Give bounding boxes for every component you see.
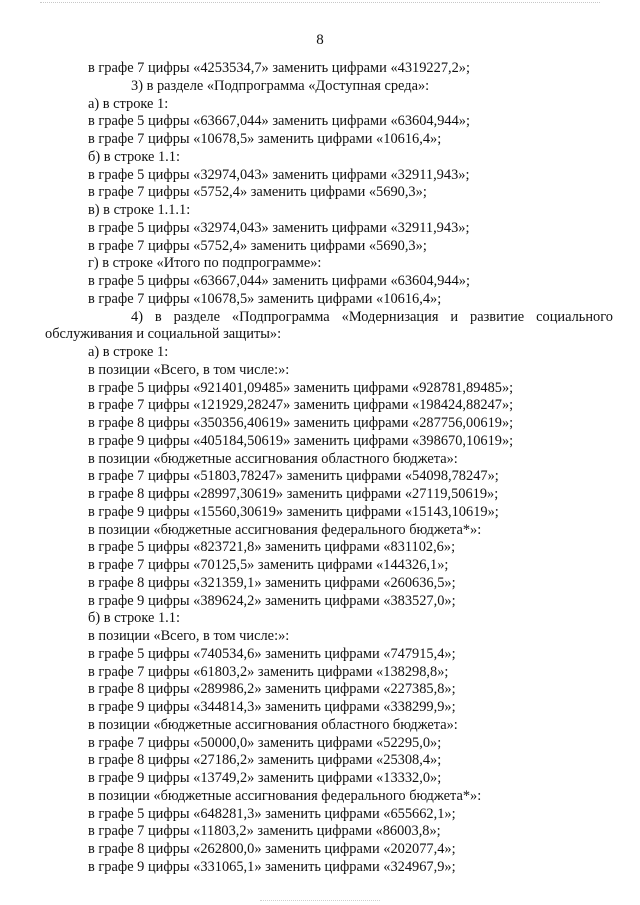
text-line: в графе 5 цифры «32974,043» заменить цифрами «32911,943»;: [88, 166, 470, 183]
text-line: в позиции «Всего, в том числе:»:: [88, 361, 290, 378]
document-body: [45, 60, 613, 877]
text-line: в графе 7 цифры «70125,5» заменить цифрами «144326,1»;: [88, 557, 449, 573]
text-line: в графе 5 цифры «63667,044» заменить цифрами «63604,944»;: [88, 273, 470, 289]
text-line: г) в строке «Итого по подпрограмме»:: [88, 255, 322, 272]
text-line: в графе 5 цифры «63667,044» заменить цифрами «63604,944»;: [88, 113, 470, 130]
text-line: в графе 5 цифры «648281,3» заменить цифрами «655662,1»;: [88, 805, 456, 822]
page-number: 8: [316, 32, 324, 48]
text-line: в графе 5 цифры «921401,09485» заменить цифрами «928781,89485»;: [88, 379, 514, 396]
text-line: в графе 8 цифры «27186,2» заменить цифрами «25308,4»;: [88, 752, 442, 769]
text-line: в графе 8 цифры «350356,40619» заменить цифрами «287756,00619»;: [88, 415, 514, 431]
text-line: в позиции «бюджетные ассигнования федерального бюджета*»:: [88, 787, 482, 804]
scan-edge-mark: [40, 2, 600, 4]
text-line: а) в строке 1:: [88, 95, 169, 112]
text-line: в позиции «бюджетные ассигнования областного бюджета»:: [88, 450, 458, 467]
text-line: в графе 7 цифры «121929,28247» заменить цифрами «198424,88247»;: [88, 397, 514, 414]
text-line: в графе 7 цифры «50000,0» заменить цифрами «52295,0»;: [88, 734, 442, 751]
text-line: в графе 9 цифры «405184,50619» заменить цифрами «398670,10619»;: [88, 432, 514, 449]
text-line: в) в строке 1.1.1:: [88, 202, 191, 218]
text-line: в графе 8 цифры «289986,2» заменить цифрами «227385,8»;: [88, 681, 456, 698]
text-line: в графе 5 цифры «823721,8» заменить цифрами «831102,6»;: [88, 539, 456, 556]
text-line: 3) в разделе «Подпрограмма «Доступная среда»:: [131, 77, 430, 94]
text-line: а) в строке 1:: [88, 344, 169, 360]
text-line: в графе 9 цифры «331065,1» заменить цифрами «324967,9»;: [88, 858, 456, 875]
text-line: б) в строке 1.1:: [88, 610, 180, 627]
text-line: в позиции «бюджетные ассигнования федерального бюджета*»:: [88, 521, 482, 538]
text-line: в графе 5 цифры «32974,043» заменить цифрами «32911,943»;: [88, 219, 470, 236]
text-line: в графе 8 цифры «321359,1» заменить цифрами «260636,5»;: [88, 574, 456, 591]
text-line: в графе 7 цифры «5752,4» заменить цифрами «5690,3»;: [88, 184, 427, 201]
text-line: в графе 7 цифры «51803,78247» заменить цифрами «54098,78247»;: [88, 468, 499, 485]
text-line: в графе 7 цифры «4253534,7» заменить цифрами «4319227,2»;: [88, 60, 470, 76]
text-line: в графе 7 цифры «5752,4» заменить цифрами «5690,3»;: [88, 237, 427, 254]
text-line: в графе 8 цифры «262800,0» заменить цифрами «202077,4»;: [88, 841, 456, 857]
text-line: в графе 7 цифры «10678,5» заменить цифрами «10616,4»;: [88, 131, 442, 147]
text-line: б) в строке 1.1:: [88, 148, 180, 165]
text-line: в графе 9 цифры «389624,2» заменить цифрами «383527,0»;: [88, 592, 456, 609]
text-line: обслуживания и социальной защиты»:: [45, 326, 282, 343]
text-line: в графе 9 цифры «344814,3» заменить цифрами «338299,9»;: [88, 699, 456, 715]
text-line: в графе 9 цифры «13749,2» заменить цифрами «13332,0»;: [88, 770, 442, 786]
text-line: в графе 7 цифры «61803,2» заменить цифрами «138298,8»;: [88, 663, 449, 680]
text-line: в графе 7 цифры «11803,2» заменить цифрами «86003,8»;: [88, 823, 441, 840]
text-line: 4) в разделе «Подпрограмма «Модернизация и развитие социального: [131, 308, 613, 325]
text-line: в позиции «Всего, в том числе:»:: [88, 628, 290, 644]
text-line: в позиции «бюджетные ассигнования областного бюджета»:: [88, 716, 458, 733]
text-line: в графе 5 цифры «740534,6» заменить цифрами «747915,4»;: [88, 645, 456, 662]
text-line: в графе 9 цифры «15560,30619» заменить цифрами «15143,10619»;: [88, 503, 499, 520]
scan-edge-mark: [260, 900, 380, 902]
text-line: в графе 7 цифры «10678,5» заменить цифрами «10616,4»;: [88, 290, 442, 307]
text-line: в графе 8 цифры «28997,30619» заменить цифрами «27119,50619»;: [88, 486, 499, 502]
